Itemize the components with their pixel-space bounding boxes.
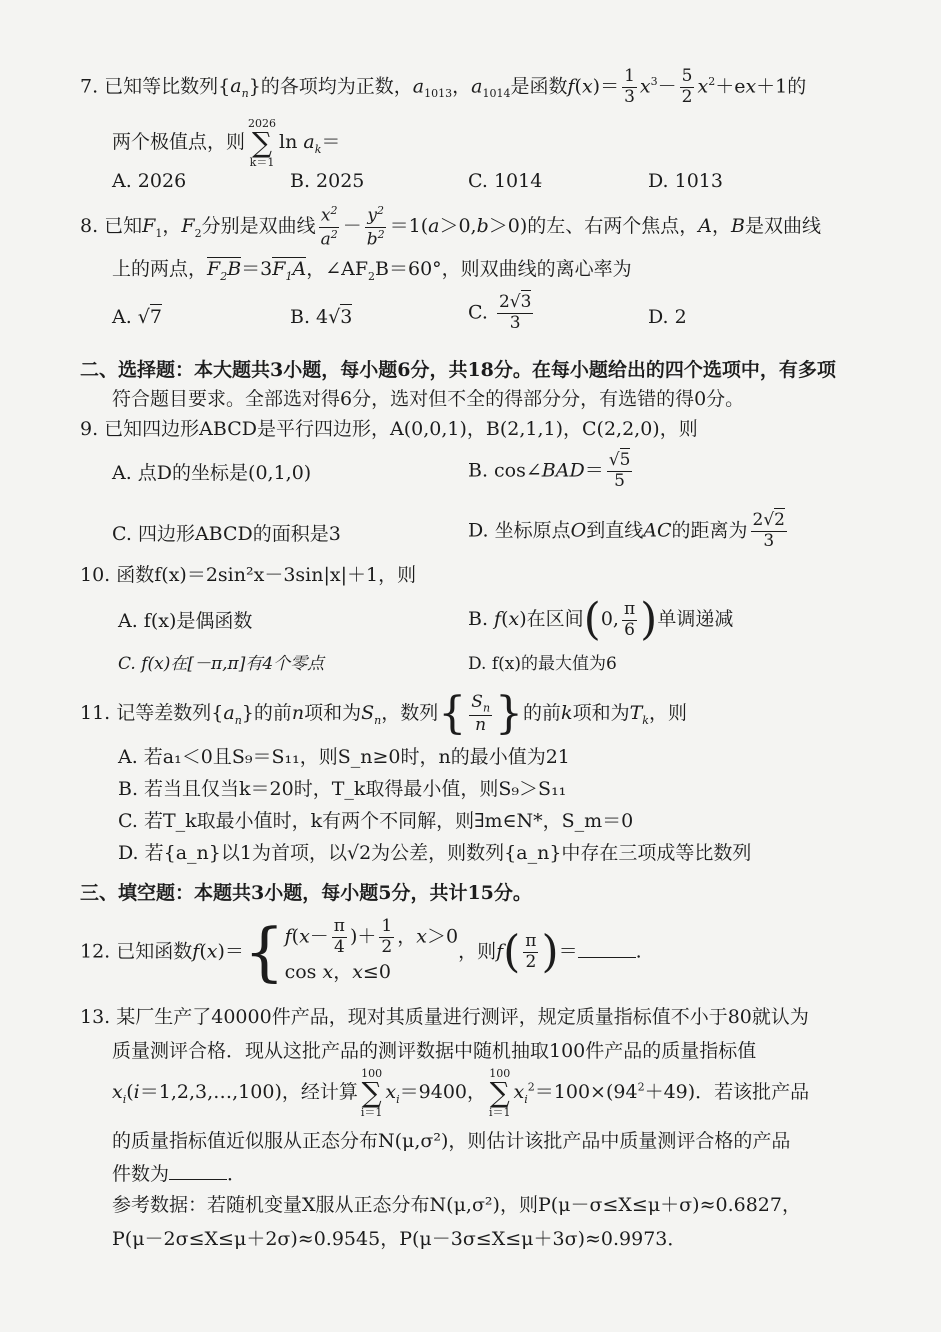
q13-line2: 质量测评合格．现从这批产品的测评数据中随机抽取100件产品的质量指标值	[112, 1040, 757, 1062]
q11-option-c: C. 若T_k取最小值时，k有两个不同解，则∃m∈N*，S_m＝0	[118, 810, 634, 832]
q9-option-d: D. 坐标原点O到直线AC的距离为 $\frac{2√2}{3}$	[468, 510, 785, 551]
q9-option-c: C. 四边形ABCD的面积是3	[112, 523, 341, 545]
q10-option-d: D. f(x)的最大值为6	[468, 654, 617, 674]
q8-option-d: D. 2	[648, 306, 687, 328]
q7-option-c: C. 1014	[468, 170, 543, 192]
q12-stem: 12. 已知函数f(x)＝{ f(x－ $\frac{\pi}{4}$ )＋ $\frac{1}{2}$ ，x＞0 cos x，x≤0 ，则f( $\frac{\pi}{2}$ )＝ .	[80, 915, 642, 990]
q8-option-c: C. $\frac{2√3}{3}$	[468, 292, 532, 333]
q7-line2: 两个极值点，则 2026 ∑ k＝1 $\ln a_k=$	[112, 117, 341, 169]
q11-option-b: B. 若当且仅当k＝20时，T_k取得最小值，则S₉＞S₁₁	[118, 778, 567, 800]
q8-line2: 上的两点，$F_2B=3F_1A$，$\angle AF_2B=60^\circ$，则双曲线的离心率为	[112, 258, 632, 283]
q13-line7: P(μ－2σ≤X≤μ＋2σ)≈0.9545，P(μ－3σ≤X≤μ＋3σ)≈0.9973．	[112, 1228, 687, 1250]
q10-option-c: C. f(x)在[－π,π]有4个零点	[118, 654, 325, 674]
q13-line4: 的质量指标值近似服从正态分布N(μ,σ²)，则估计该批产品中质量测评合格的产品	[112, 1130, 791, 1152]
q10-stem: 10. 函数f(x)＝2sin²x－3sin|x|＋1，则	[80, 564, 417, 586]
q10-option-a: A. f(x)是偶函数	[118, 610, 253, 632]
q8-line1: 8. 已知$F_1$，$F_2$分别是双曲线 $\frac{x^2}{a^2}$ － $\frac{y^2}{b^2}$ ＝1(a＞0,b＞0)的左、右两个焦点，A，B是双曲线	[80, 204, 822, 250]
q13-line5: 件数为 ．	[112, 1163, 247, 1185]
q13-answer-blank[interactable]	[169, 1164, 227, 1180]
q11-option-d: D. 若{a_n}以1为首项，以√2为公差，则数列{a_n}中存在三项成等比数列	[118, 842, 752, 864]
q7-line1: 7. 已知等比数列$\{a_n\}$的各项均为正数，$a_{1013}$，$a_{1014}$是函数f(x)＝ $\frac{1}{3}$ $x^3-$ $\frac{5}{2}$ $x^2+ex+1$的	[80, 66, 807, 107]
q7-option-d: D. 1013	[648, 170, 723, 192]
section2-line1: 二、选择题：本大题共3小题，每小题6分，共18分。在每小题给出的四个选项中，有多项	[80, 359, 836, 381]
q8-option-b: B. 4√3	[290, 306, 353, 328]
q9-option-a: A. 点D的坐标是(0,1,0)	[112, 462, 312, 484]
q11-option-a: A. 若a₁＜0且S₉＝S₁₁，则S_n≥0时，n的最小值为21	[118, 746, 570, 768]
section2-line2: 符合题目要求。全部选对得6分，选对但不全的得部分分，有选错的得0分。	[112, 388, 745, 410]
q9-option-b: B. cos∠BAD＝ $\frac{√5}{5}$	[468, 450, 631, 491]
q13-line3: $x_i(i=1,2,3,\dots,100)$，经计算 100 ∑ i＝1 $x_i=9400$， 100 ∑ i＝1 $x_i^2=100\times(94^2+49)$．若该批产品	[112, 1067, 810, 1119]
section3-line1: 三、填空题：本题共3小题，每小题5分，共计15分。	[80, 882, 532, 904]
q7-option-a: A. 2026	[112, 170, 187, 192]
q13-line6: 参考数据：若随机变量X服从正态分布N(μ,σ²)，则P(μ－σ≤X≤μ＋σ)≈0.6827，	[112, 1194, 801, 1216]
q10-option-b: B. f(x)在区间(0, $\frac{\pi}{6}$ )单调递减	[468, 594, 734, 645]
q11-stem: 11. 记等差数列$\{a_n\}$的前n项和为$S_n$，数列{ $\frac{S_n}{n}$ }的前k项和为$T_k$，则	[80, 688, 687, 739]
q12-answer-blank[interactable]	[578, 942, 636, 958]
q13-line1: 13. 某厂生产了40000件产品，现对其质量进行测评，规定质量指标值不小于80就认为	[80, 1006, 809, 1028]
q9-stem: 9. 已知四边形ABCD是平行四边形，A(0,0,1)，B(2,1,1)，C(2,2,0)，则	[80, 418, 698, 440]
q7-option-b: B. 2025	[290, 170, 365, 192]
q8-option-a: A. √7	[112, 306, 163, 328]
